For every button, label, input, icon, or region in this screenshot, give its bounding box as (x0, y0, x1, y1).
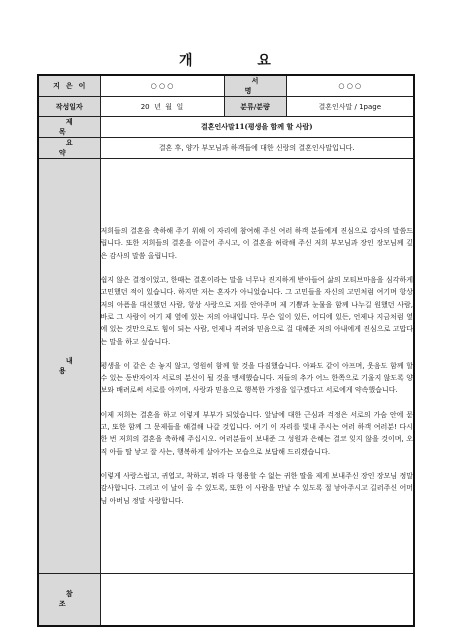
date-row (38, 97, 414, 117)
content-paragraph: 이렇게 사랑스럽고, 귀엽고, 착하고, 뭐라 다 형용할 수 없는 귀한 딸을 제게 보내주신 장인 장모님 정말 감사합니다. 그리고 이 날이 올 수 있도록, 또한 이 사람을 만날 수 있도록 절 낳아주시고 길러주신 어머님 아버님 정말 사랑합니다. (100, 471, 413, 505)
category-label: 분류/분량 (224, 97, 286, 117)
content-paragraph: 쉽지 않은 결정이었고, 한때는 결혼이라는 말을 너무나 진지하게 받아들여 삶의 모티브마음을 심각하게 고민했던 적이 있습니다. 하지만 저는 혼자가 아니었습니다. 그 고민들을 자신의 고민처럼 여기며 항상 저의 아픔을 대신했던 사람, 항상 사랑으로 저를 안아주며 제 기쁨과 눈물을 함께 나누길 원했던 사람, 바로 그 사람이 여기 제 옆에 있는 저의 아내입니다. 무슨 일이 있든, 어디에 있든, 언제나 지금처럼 옆에 있는 것만으로도 힘이 되는 사람, 언제나 격려와 믿음으로 걸 대해준 저의 아내에게 진심으로 고맙다는 말을 하고 싶습니다. (100, 276, 413, 346)
content-paragraph: 저희들의 결혼을 축하해 주기 위해 이 자리에 참여해 주신 여러 하객 분들에게 진심으로 감사의 말씀드립니다. 또한 저희들의 결혼을 이끌어 주시고, 이 결혼을 허락해 주신 저희 부모님과 장인 장모님께 깊은 감사의 말씀 올립니다. (100, 227, 413, 260)
notes-value (100, 574, 414, 626)
date-label: 작성일자 (38, 97, 100, 117)
category-value: 결혼인사말 / 1page (286, 97, 414, 117)
content-paragraph: 평생을 이 같은 손 놓지 않고, 영원히 함께 할 것을 다짐했습니다. 아파도 같이 아프며, 웃음도 함께 할 수 있는 동반자이자 서로의 분신이 될 것을 맹세했습니다. 저들의 추가 어느 한쪽으로 기울지 않도록 양보와 배려로써 서로를 아끼며, 사랑과 믿음으로 행복한 가정을 일구겠다고 서로에게 약속했습니다. (100, 361, 413, 395)
summary-value: 결혼 후, 양가 부모님과 하객들에 대한 신랑의 결혼인사말입니다. (100, 138, 414, 159)
date-value: 20 년 월 일 (100, 97, 224, 117)
content-label: 내 용 (38, 159, 100, 574)
overview-form-table (37, 74, 415, 627)
content-row (38, 159, 414, 574)
signature-label: 서 명 (224, 75, 286, 97)
subject-label: 제 목 (38, 117, 100, 138)
author-label: 지은이 (38, 75, 100, 97)
subject-row (38, 117, 414, 138)
content-paragraph: 이제 저희는 결혼을 하고 이렇게 부부가 되었습니다. 앞날에 대한 근심과 걱정은 서로의 가슴 안에 묻고, 또한 함께 그 문제들을 해결해 나갈 것입니다. 여기 이 자리를 빛내 주시는 여러 하객 여러분! 다시 한 번 저희의 결혼을 축하해 주십시오. 여러분들이 보내준 그 성원과 은혜는 결코 잊지 않을 것이며, 오직 아들 딸 낳고 잘 사는, 행복하게 살아가는 모습으로 보답해 드리겠습니다. (100, 410, 413, 456)
author-value: ○ ○ ○ (100, 75, 224, 97)
notes-row (38, 574, 414, 626)
author-row (38, 75, 414, 97)
signature-value: ○ ○ ○ (286, 75, 414, 97)
summary-row (38, 138, 414, 159)
subject-value: 결혼인사말11(평생을 함께 할 사람) (100, 117, 414, 138)
document-title: 개 요 (179, 53, 301, 69)
notes-label: 참 조 (38, 574, 100, 626)
summary-label: 요 약 (38, 138, 100, 159)
content-body (100, 159, 414, 574)
